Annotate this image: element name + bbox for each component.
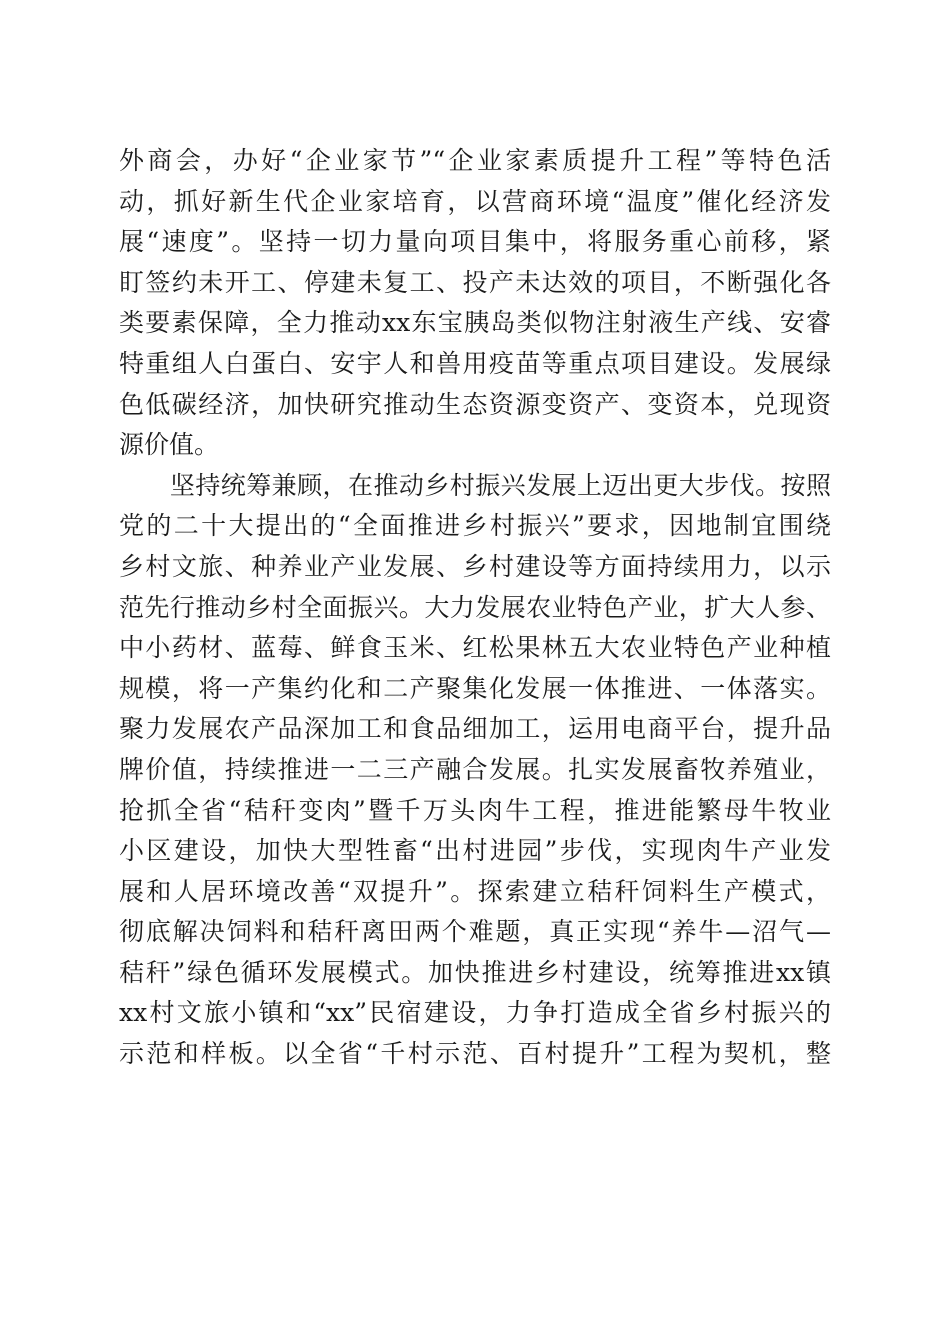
text-line: 示范和样板。以全省“千村示范、百村提升”工程为契机，整 [119,1039,831,1069]
text-line: 源价值。 [119,430,220,460]
text-line: 特重组人白蛋白、安宇人和兽用疫苗等重点项目建设。发展绿 [119,348,831,378]
text-line: 盯签约未开工、停建未复工、投产未达效的项目，不断强化各 [119,267,831,297]
text-line: 秸秆”绿色循环发展模式。加快推进乡村建设，统筹推进xx镇 [119,957,831,987]
body-text [119,141,831,1075]
text-line: 色低碳经济，加快研究推动生态资源变资产、变资本，兑现资 [119,389,831,419]
text-line: 党的二十大提出的“全面推进乡村振兴”要求，因地制宜围绕 [119,511,831,541]
text-line: 乡村文旅、种养业产业发展、乡村建设等方面持续用力，以示 [119,551,831,581]
text-line: 彻底解决饲料和秸秆离田两个难题，真正实现“养牛—沼气— [119,917,831,947]
text-line: 小区建设，加快大型牲畜“出村进园”步伐，实现肉牛产业发 [119,836,831,866]
text-line: 规模，将一产集约化和二产聚集化发展一体推进、一体落实。 [119,673,831,703]
text-line: 类要素保障，全力推动xx东宝胰岛类似物注射液生产线、安睿 [119,308,831,338]
text-line: 抢抓全省“秸秆变肉”暨千万头肉牛工程，推进能繁母牛牧业 [119,795,831,825]
text-line: 坚持统筹兼顾，在推动乡村振兴发展上迈出更大步伐。按照 [119,470,831,500]
text-line: 动，抓好新生代企业家培育，以营商环境“温度”催化经济发 [119,186,831,216]
text-line: 展和人居环境改善“双提升”。探索建立秸秆饲料生产模式， [119,876,831,906]
paragraph-2 [119,466,831,1075]
text-line: 聚力发展农产品深加工和食品细加工，运用电商平台，提升品 [119,714,831,744]
text-line: xx村文旅小镇和“xx”民宿建设，力争打造成全省乡村振兴的 [119,998,831,1028]
text-line: 中小药材、蓝莓、鲜食玉米、红松果林五大农业特色产业种植 [119,633,831,663]
text-line: 范先行推动乡村全面振兴。大力发展农业特色产业，扩大人参、 [119,592,831,622]
text-line: 展“速度”。坚持一切力量向项目集中，将服务重心前移，紧 [119,227,831,257]
paragraph-1 [119,141,831,466]
text-line: 牌价值，持续推进一二三产融合发展。扎实发展畜牧养殖业， [119,754,831,784]
text-line: 外商会，办好“企业家节”“企业家素质提升工程”等特色活 [119,146,831,175]
